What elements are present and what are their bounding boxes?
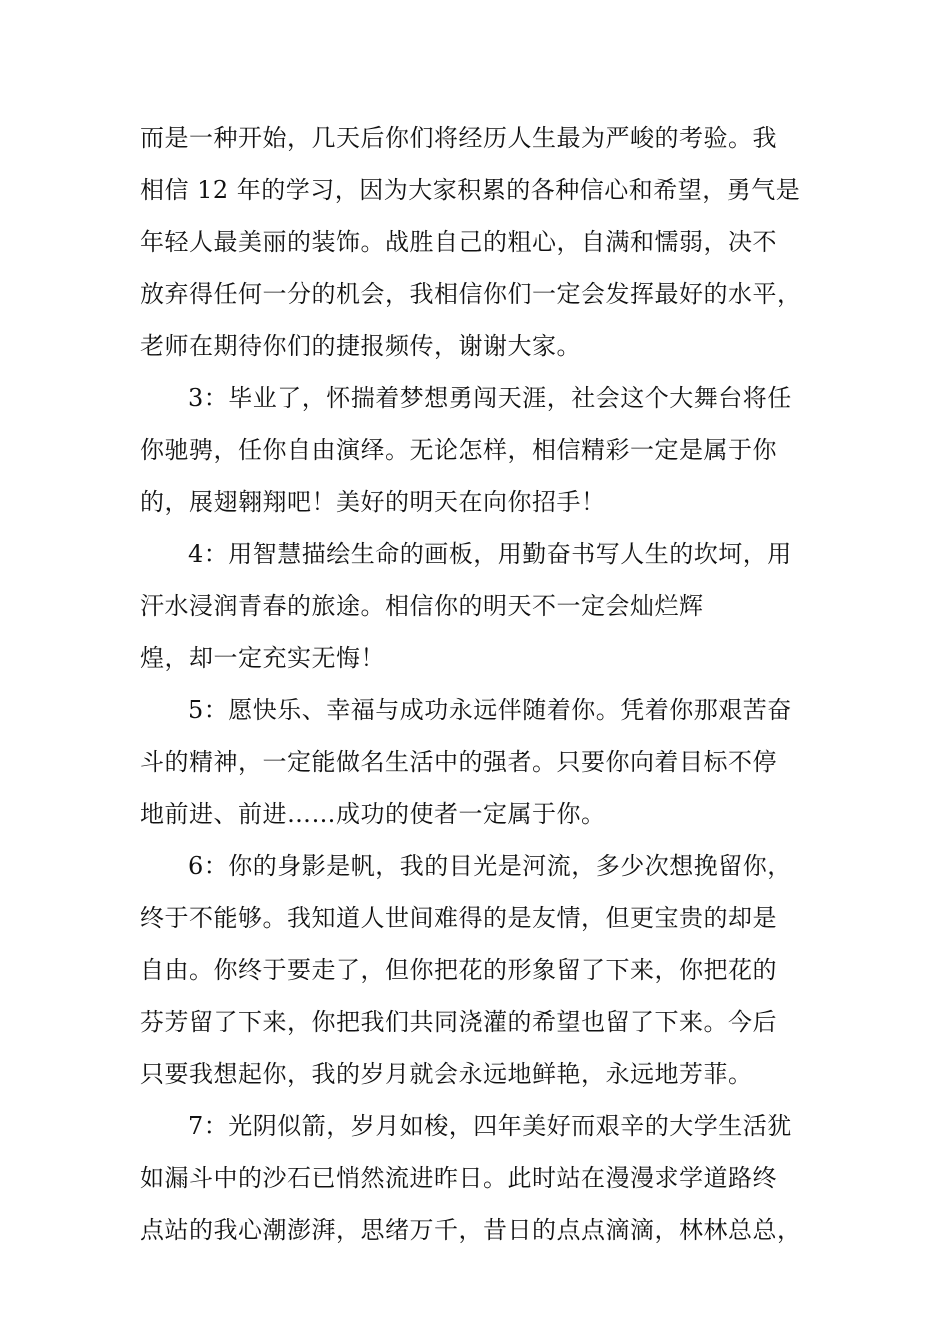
text-line: 而是一种开始，几天后你们将经历人生最为严峻的考验。我 (140, 124, 777, 152)
text-line: 煌，却一定充实无悔！ (140, 644, 385, 672)
text-line: 斗的精神，一定能做名生活中的强者。只要你向着目标不停 (140, 748, 777, 776)
text-line: 汗水浸润青春的旅途。相信你的明天不一定会灿烂辉 (140, 592, 704, 620)
text-line: 只要我想起你，我的岁月就会永远地鲜艳，永远地芳菲。 (140, 1060, 753, 1088)
paragraph-start-7: 7：光阴似箭，岁月如梭，四年美好而艰辛的大学生活犹 (188, 1112, 792, 1140)
paragraph-start-3: 3：毕业了，怀揣着梦想勇闯天涯，社会这个大舞台将任 (188, 384, 792, 412)
text-line: 如漏斗中的沙石已悄然流进昨日。此时站在漫漫求学道路终 (140, 1164, 777, 1192)
text-line: 的，展翅翱翔吧！美好的明天在向你招手！ (140, 488, 606, 516)
text-line: 点站的我心潮澎湃，思绪万千，昔日的点点滴滴，林林总总， (140, 1216, 802, 1244)
text-line: 放弃得任何一分的机会，我相信你们一定会发挥最好的水平， (140, 280, 802, 308)
body-text (140, 112, 840, 1256)
text-line: 你驰骋，任你自由演绎。无论怎样，相信精彩一定是属于你 (140, 436, 777, 464)
text-line: 相信 12 年的学习，因为大家积累的各种信心和希望，勇气是 (140, 176, 801, 204)
paragraph-start-5: 5：愿快乐、幸福与成功永远伴随着你。凭着你那艰苦奋 (188, 696, 792, 724)
text-line: 地前进、前进……成功的使者一定属于你。 (140, 800, 606, 828)
text-line: 自由。你终于要走了，但你把花的形象留了下来，你把花的 (140, 956, 777, 984)
paragraph-start-4: 4：用智慧描绘生命的画板，用勤奋书写人生的坎坷，用 (188, 540, 792, 568)
text-line: 终于不能够。我知道人世间难得的是友情，但更宝贵的却是 (140, 904, 777, 932)
paragraph-start-6: 6：你的身影是帆，我的目光是河流，多少次想挽留你， (188, 852, 792, 880)
text-line: 芬芳留了下来，你把我们共同浇灌的希望也留了下来。今后 (140, 1008, 777, 1036)
text-line: 老师在期待你们的捷报频传，谢谢大家。 (140, 332, 581, 360)
text-line: 年轻人最美丽的装饰。战胜自己的粗心，自满和懦弱，决不 (140, 228, 777, 256)
